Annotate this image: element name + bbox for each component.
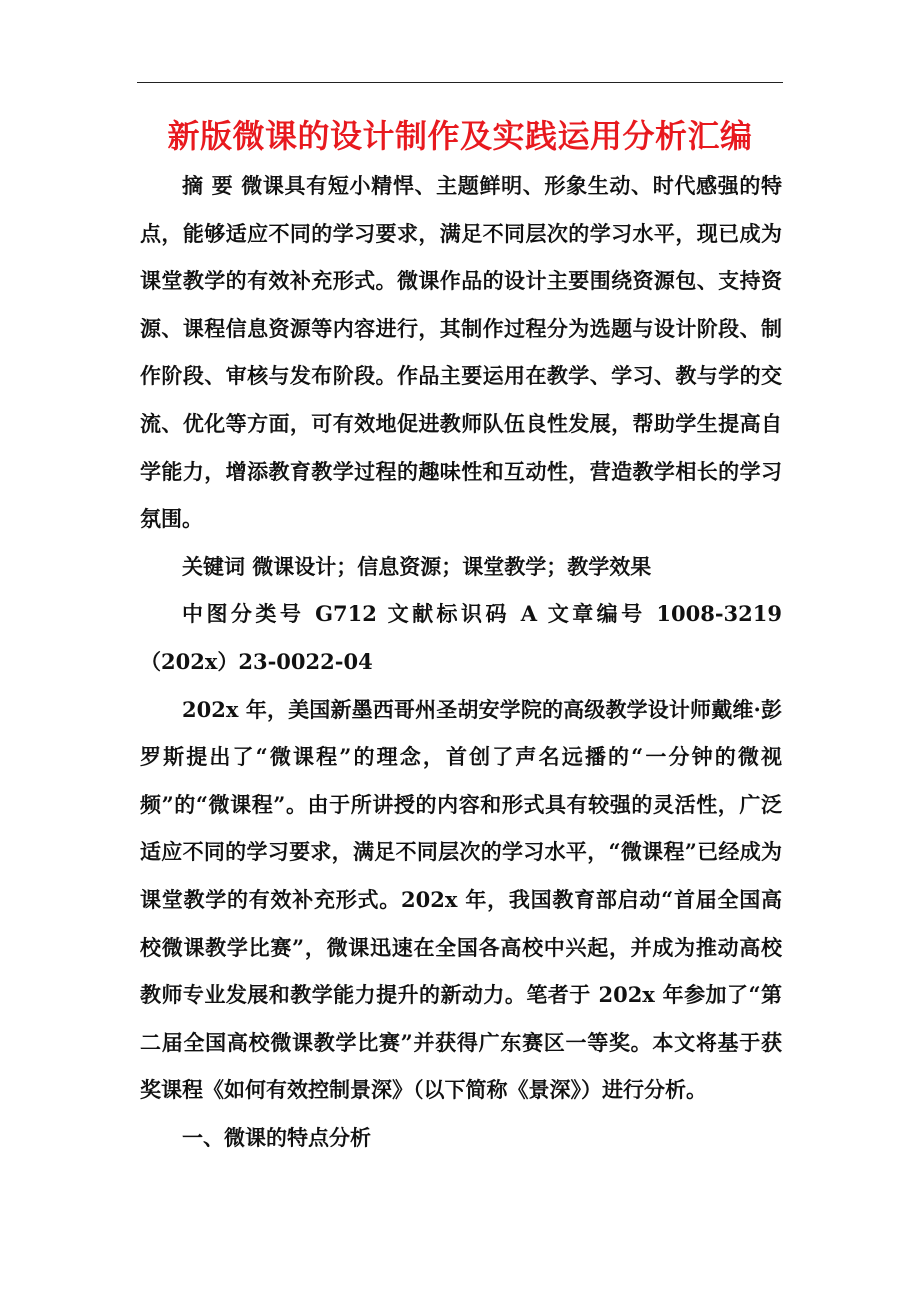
section-heading: 一、微课的特点分析	[182, 1124, 371, 1150]
document-body	[140, 162, 782, 1161]
abstract-paragraph: 摘 要 微课具有短小精悍、主题鲜明、形象生动、时代感强的特点，能够适应不同的学习要求，满足不同层次的学习水平，现已成为课堂教学的有效补充形式。微课作品的设计主要围绕资源包、支持资源、课程信息资源等内容进行，其制作过程分为选题与设计阶段、制作阶段、审核与发布阶段。作品主要运用在教学、学习、教与学的交流、优化等方面，可有效地促进教师队伍良性发展，帮助学生提高自学能力，增添教育教学过程的趣味性和互动性，营造教学相长的学习氛围。	[140, 173, 782, 532]
intro-paragraph: 202x 年，美国新墨西哥州圣胡安学院的高级教学设计师戴维·彭罗斯提出了“微课程”的理念，首创了声名远播的“一分钟的微视频”的“微课程”。由于所讲授的内容和形式具有较强的灵活性，广泛适应不同的学习要求，满足不同层次的学习水平，“微课程”已经成为课堂教学的有效补充形式。202x 年，我国教育部启动“首届全国高校微课教学比赛”，微课迅速在全国各高校中兴起，并成为推动高校教师专业发展和教学能力提升的新动力。笔者于 202x 年参加了“第二届全国高校微课教学比赛”并获得广东赛区一等奖。本文将基于获奖课程《如何有效控制景深》（以下简称《景深》）进行分析。	[140, 696, 782, 1103]
document-title: 新版微课的设计制作及实践运用分析汇编	[167, 117, 753, 155]
classification-paragraph: 中图分类号 G712 文献标识码 A 文章编号 1008-3219（202x）23-0022-04	[140, 601, 782, 674]
keywords-paragraph: 关键词 微课设计；信息资源；课堂教学；教学效果	[182, 553, 652, 579]
header-rule	[137, 82, 783, 83]
